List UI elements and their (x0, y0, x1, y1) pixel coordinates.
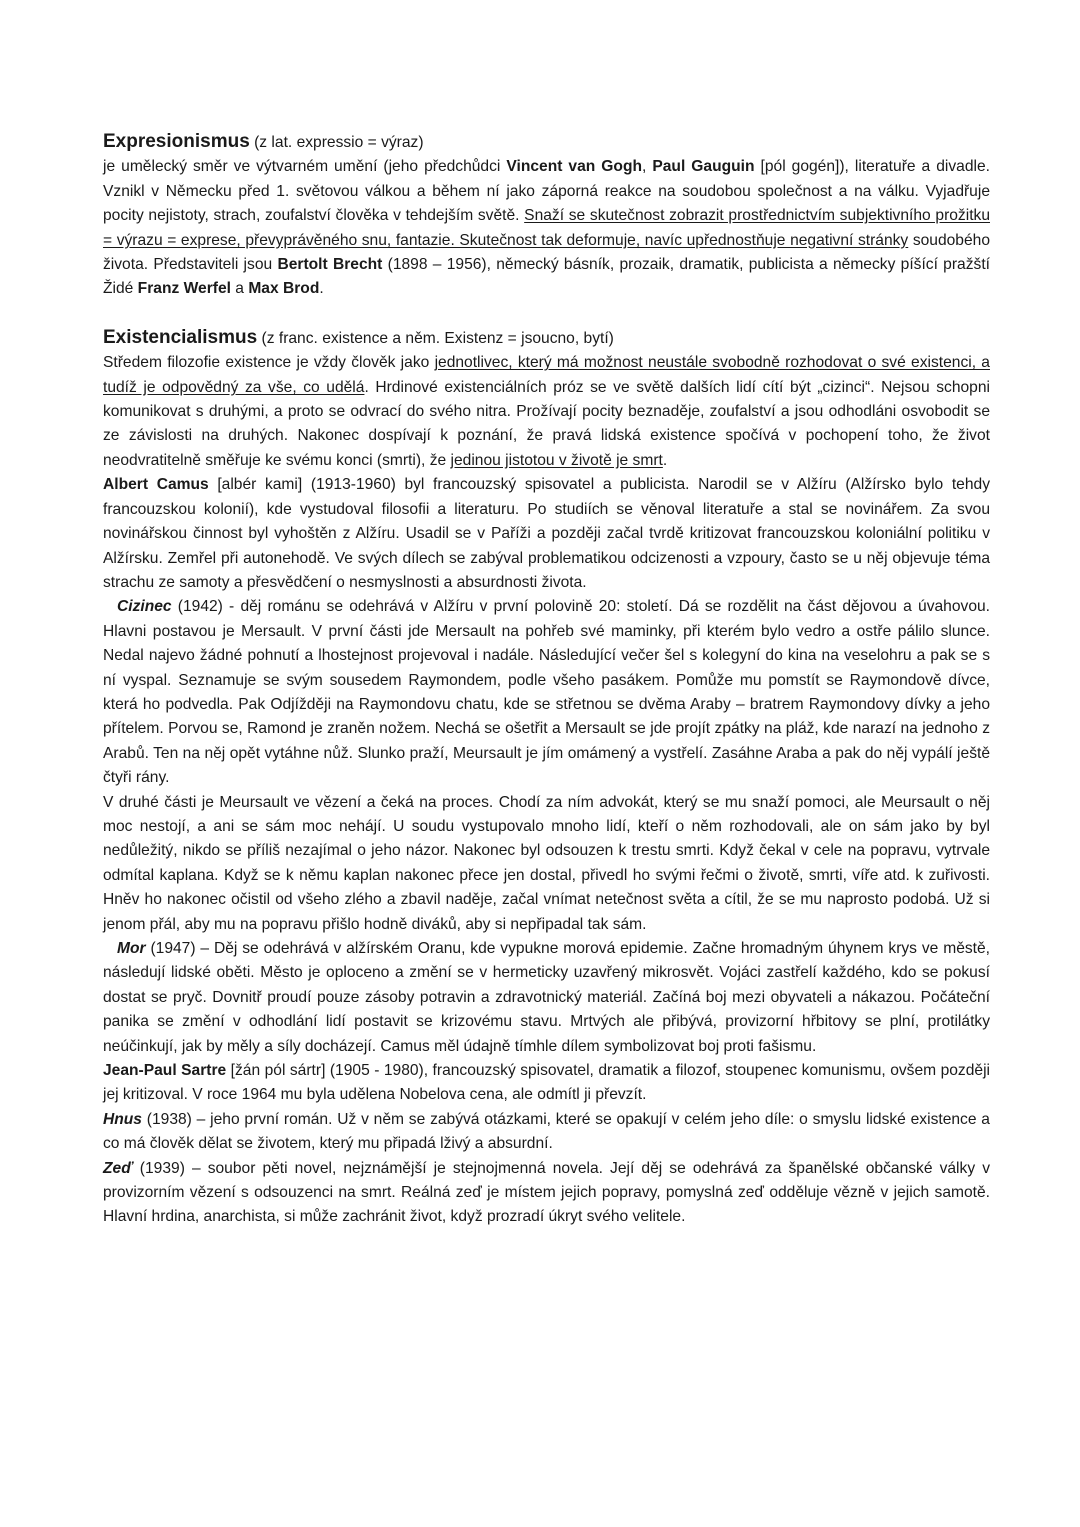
sartre-paragraph (103, 1059, 990, 1108)
cizinec-part2-paragraph: V druhé části je Meursault ve vězení a čeká na proces. Chodí za ním advokát, který se mu snaží pomoci, ale Meursault o něj moc nestojí, a ani se sám moc nehájí. U soudu vystupovalo mnoho lidí, kteří o něm rozhodovali, ale on sám jako by byl nedůležitý, nikdo se příliš nezajímal o jeho názor. Nakonec byl odsouzen k trestu smrti. Když čekal v cele na popravu, vytrvale odmítal kaplana. Když se k němu kaplan nakonec přece jen dostal, přivedl ho svými řečmi o životě, smrti, víře atd. k zuřivosti. Hněv ho nakonec očistil od všeho zlého a zbavil naděje, začal vnímat netečnost světa a cítil, že se mu naprosto podobá. Už si jenom přál, aby mu na popravu přišlo hodně diváků, aby si nepřipadal tak sám. (103, 793, 990, 933)
text-run: (1942) - děj románu se odehrává v Alžíru v první polovině 20: století. Dá se rozdělit na část dějovou a úvahovou. Hlavni postavou je Mersault. V první části jde Mersault na pohřeb své maminky, při kterém bylo vedro a ostře pálilo slunce. Nedal najevo žádné pohnutí a lhostejnost projevoval i nadále. Následující večer šel s kolegyní do kina na veselohru a pak se s ní vyspal. Seznamuje se svým sousedem Raymondem, podle všeho pasákem. Pomůže mu pomstít se Raymondově dívce, která ho podvedla. Pak Odjížději na Raymondovu chatu, kde se střetnou se dvěma Araby – bratrem Raymondovy dívky a jeho přítelem. Porvou se, Ramond je zraněn nožem. Nechá se ošetřit a Mersault se jde projít zpátky na pláž, kde narazí na jednoho z Arabů. Ten na něj opět vytáhne nůž. Slunko praží, Meursault je jím omámený a vystřelí. Zasáhne Araba a pak do něj vypálí ještě čtyři rány. (103, 598, 990, 787)
document-page (103, 130, 990, 1230)
underlined-definition: jednotlivec, který má možnost neustále svobodně rozhodovat o své existenci, a tudíž je odpovědný za vše, co udělá (103, 354, 990, 396)
existencialismus-heading (103, 326, 990, 351)
text-run: soudobého života. Představiteli jsou (103, 231, 990, 274)
underlined-certainty: jedinou jistotou v životě je smrt (450, 451, 663, 469)
name-brod: Max Brod (248, 280, 320, 298)
work-title-mor: Mor (117, 940, 146, 957)
text-run: a (230, 280, 249, 298)
text-run: (1938) – jeho první román. Už v něm se zabývá otázkami, které se opakují v celém jeho díle: o smyslu lidské existence a co má člověk dělat se životem, který mu připadá lživý a absurdní. (103, 1110, 990, 1153)
mor-paragraph (103, 937, 990, 1059)
text-run: , (642, 158, 653, 176)
name-gauguin: Paul Gauguin (652, 158, 755, 176)
camus-paragraph (103, 473, 990, 595)
existencialismus-title-note: (z franc. existence a něm. Existenz = jsoucno, bytí) (257, 329, 614, 347)
text-run: Středem filozofie existence je vždy člověk jako (103, 354, 435, 372)
work-title-cizinec: Cizinec (117, 598, 172, 616)
zed-paragraph (103, 1157, 990, 1230)
text-run: . (662, 451, 668, 469)
text-run: je umělecký směr ve výtvarném umění (jeho předchůdci (103, 158, 507, 176)
text-run: [pól gogén]), literatuře a divadle. Vznikl v Německu před 1. světovou válkou a během ní jako záporná reakce na soudobou společnost a na válku. Vyjadřuje pocity nejistoty, strach, zoufalství člověka v tehdejším světě. (103, 158, 990, 225)
existencialismus-title: Existencialismus (103, 326, 258, 348)
underlined-definition: Snaží se skutečnost zobrazit prostřednictvím subjektivního prožitku = výrazu = exprese, převyprávěného snu, fantazie. Skutečnost tak deformuje, navíc upřednostňuje negativní stránky (103, 207, 990, 249)
text-run: . Hrdinové existenciálních próz se ve světě dalších lidí cítí být „cizinci“. Nejsou schopni komunikovat s druhými, a proto se odvrací do svého nitra. Prožívají pocity beznaděje, zoufalství a jsou odhodláni osvobodit se ze závislosti na druhých. Nakonec dospívají k poznání, že pravá lidská existence spočívá v pochopení toho, že život neodvratitelně směřuje ke svému konci (smrti), že (103, 378, 990, 469)
name-sartre: Jean-Paul Sartre (103, 1062, 227, 1080)
expresionismus-paragraph (103, 155, 990, 301)
cizinec-paragraph (103, 595, 990, 790)
name-werfel: Franz Werfel (137, 280, 231, 298)
expresionismus-title-note: (z lat. expressio = výraz) (249, 134, 424, 151)
name-camus: Albert Camus (103, 476, 209, 494)
existencialismus-paragraph (103, 351, 990, 473)
text-run: (1939) – soubor pěti novel, nejznámější je stejnojmenná novela. Její děj se odehrává za španělské občanské války v provizorním vězení s odsouzenci na smrt. Reálná zeď je místem jejich popravy, pomyslná zeď odděluje vězně v jejich samotě. Hlavní hrdina, anarchista, si může zachránit život, když prozradí úkryt svého velitele. (103, 1159, 990, 1226)
text-run: (1898 – 1956), německý básník, prozaik, dramatik, publicista a německy píšící pražští Židé (103, 256, 990, 298)
expresionismus-heading (103, 130, 990, 155)
text-run: [albér kami] (1913-1960) byl francouzský spisovatel a publicista. Narodil se v Alžíru (Alžírsko bylo tehdy francouzskou kolonií), kde vystudoval filosofii a literaturu. Po studiích se věnoval literatuře a stal se novinářem. Za svou novinářskou činnost byl vyhoštěn z Alžíru. Usadil se v Paříži a později začal tvrdě kritizovat francouzskou koloniální politiku v Alžírsku. Zemřel při autonehodě. Ve svých dílech se zabýval problematikou odcizenosti a vzpoury, často se u něj objevuje téma strachu ze samoty a přesvědčení o nesmyslnosti a absurdnosti života. (103, 476, 990, 591)
work-title-zed: Zeď (103, 1159, 133, 1177)
work-title-hnus: Hnus (103, 1110, 142, 1128)
text-run: (1947) – Děj se odehrává v alžírském Oranu, kde vypukne morová epidemie. Začne hromadným úhynem krys ve městě, následují lidské oběti. Město je oploceno a změní se v hermeticky uzavřený mikrosvět. Vojáci zastřelí každého, kdo se pokusí dostat se pryč. Dovnitř proudí pouze zásoby potravin a zdravotnický materiál. Začíná boj mezi obyvateli a nákazou. Počáteční panika se změní v odhodlání lidí postavit se krizovému stavu. Mrtvých ale přibývá, provizorní hřbitovy se plní, protilátky neúčinkují, jak by měly a síly docházejí. Camus měl údajně tímhle dílem symbolizovat boj proti fašismu. (103, 940, 990, 1055)
hnus-paragraph (103, 1108, 990, 1157)
text-run: . (319, 280, 324, 298)
name-van-gogh: Vincent van Gogh (506, 158, 642, 176)
expresionismus-title: Expresionismus (103, 131, 250, 152)
name-brecht: Bertolt Brecht (277, 256, 383, 274)
text-run: [žán pól sártr] (1905 - 1980), francouzský spisovatel, dramatik a filozof, stoupenec komunismu, ovšem později jej kritizoval. V roce 1964 mu byla udělena Nobelova cena, ale odmítl ji převzít. (103, 1062, 991, 1104)
